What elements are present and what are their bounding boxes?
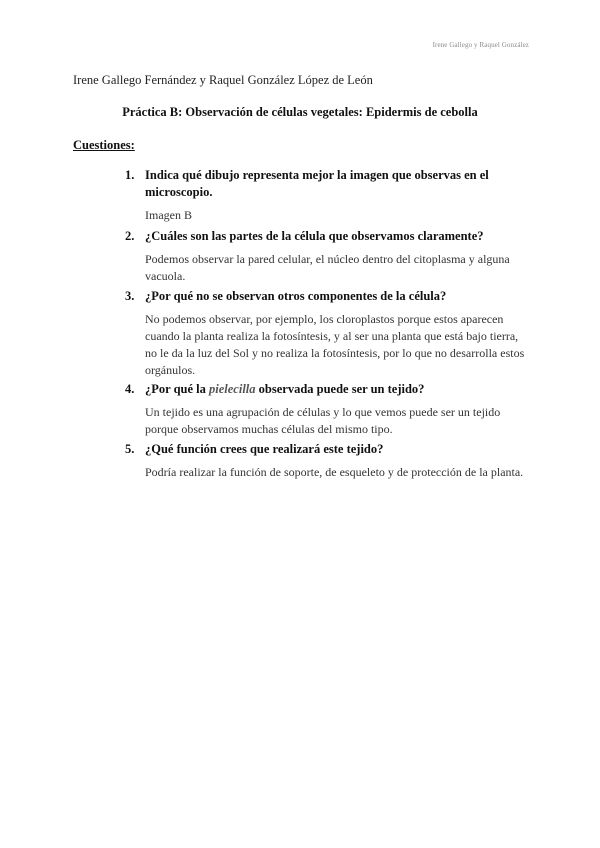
- question-text: ¿Qué función crees que realizará este tejido?: [145, 442, 384, 456]
- question-number: 4.: [125, 382, 135, 396]
- question-5: [125, 441, 525, 481]
- authors-line: Irene Gallego Fernández y Raquel González López de León: [73, 73, 373, 87]
- answer-text: Imagen B: [145, 208, 192, 222]
- question-text-italic: pielecilla: [209, 382, 256, 396]
- answer-text: Podría realizar la función de soporte, de esqueleto y de protección de la planta.: [145, 465, 524, 479]
- question-2: [125, 228, 525, 285]
- question-number: 1.: [125, 168, 135, 182]
- question-text-before: ¿Por qué la: [145, 382, 210, 396]
- question-text: [145, 381, 525, 398]
- question-number: 2.: [125, 229, 135, 243]
- question-text-after: observada puede ser un tejido?: [255, 382, 425, 396]
- running-header: Irene Gallego y Raquel González: [432, 41, 529, 49]
- document-title: Práctica B: Observación de células vegetales: Epidermis de cebolla: [122, 105, 478, 119]
- question-3: [125, 288, 525, 379]
- question-text: ¿Cuáles son las partes de la célula que observamos claramente?: [145, 229, 484, 243]
- answer-text: No podemos observar, por ejemplo, los cloroplastos porque estos aparecen cuando la planta realiza la fotosíntesis, y al ser una planta que está bajo tierra, no le da la luz del Sol y no realiza la fotosíntesis, por lo que no desarrolla estos orgánulos.: [145, 312, 525, 377]
- question-number: 5.: [125, 442, 135, 456]
- answer-text: Podemos observar la pared celular, el núcleo dentro del citoplasma y alguna vacuola.: [145, 252, 510, 283]
- question-text: ¿Por qué no se observan otros componentes de la célula?: [145, 289, 447, 303]
- question-1: [125, 167, 525, 224]
- section-heading: Cuestiones:: [73, 138, 135, 152]
- question-4: [125, 381, 525, 438]
- question-number: 3.: [125, 289, 135, 303]
- question-text: Indica qué dibujo representa mejor la imagen que observas en el microscopio.: [145, 168, 489, 199]
- answer-text: Un tejido es una agrupación de células y lo que vemos puede ser un tejido porque observamos muchas células del mismo tipo.: [145, 405, 501, 436]
